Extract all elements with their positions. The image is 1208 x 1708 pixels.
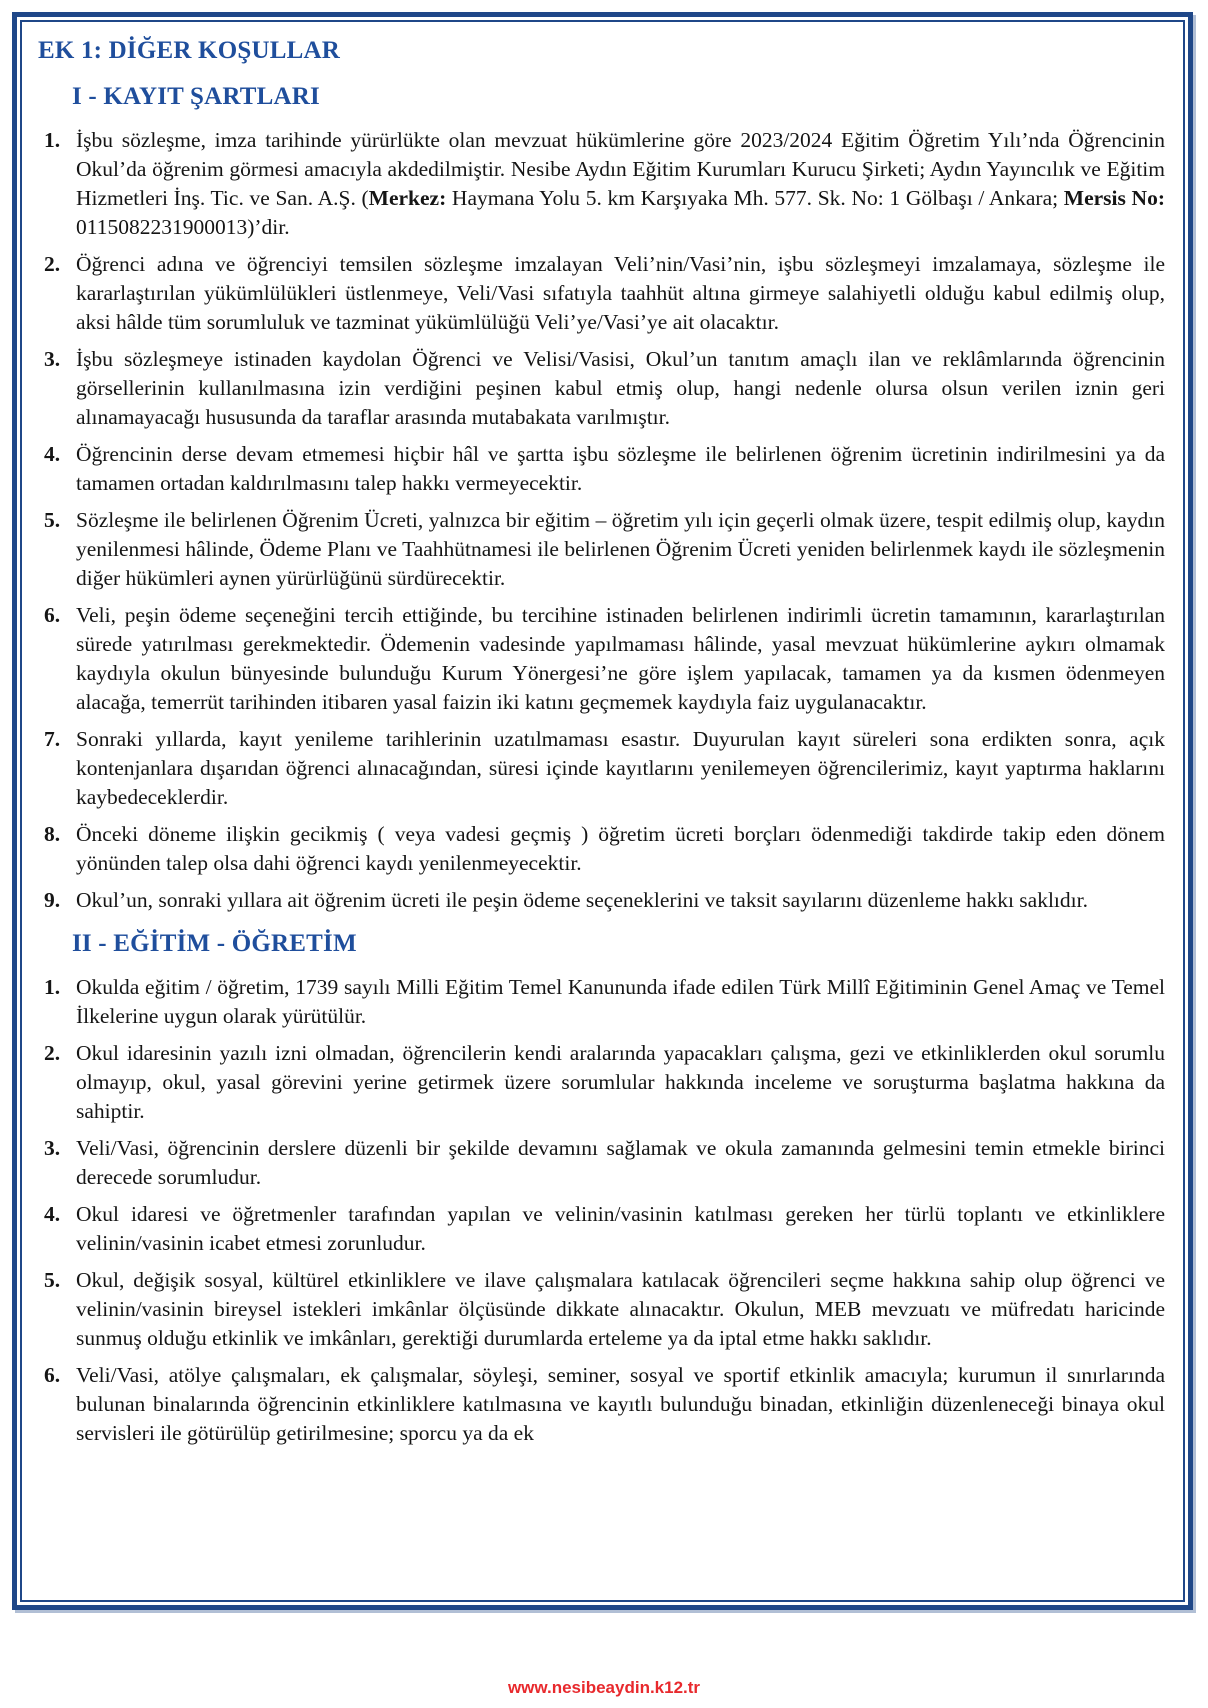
item-number: 2. xyxy=(44,252,61,276)
item-text: Okul’un, sonraki yıllara ait öğrenim ücreti ile peşin ödeme seçeneklerini ve taksit sayılarını düzenleme hakkı saklıdır. xyxy=(76,888,1088,912)
item-number: 5. xyxy=(44,1268,61,1292)
list-item xyxy=(38,440,1165,498)
item-text xyxy=(76,126,1165,242)
item-number: 5. xyxy=(44,508,61,532)
item-text: Veli, peşin ödeme seçeneğini tercih ettiğinde, bu tercihine istinaden belirlenen indirimli ücretin tamamının, kararlaştırılan sürede yatırılması gerekmektedir. Ödemenin vadesinde yapılmaması hâlinde, yasal mevzuat hükümlerine aykırı olmamak kaydıyla okulun bünyesinde bulunduğu Kurum Yönergesi’ne göre işlem yapılacak, tamamen ya da kısmen ödenmeyen alacağa, temerrüt tarihinden itibaren yasal faizin iki katını geçmemek kaydıyla faiz uygulanacaktır. xyxy=(76,603,1165,714)
item-number: 4. xyxy=(44,1202,61,1226)
list-item xyxy=(38,250,1165,337)
item-text: Veli/Vasi, öğrencinin derslere düzenli bir şekilde devamını sağlamak ve okula zamanında gelmesini temin etmekle birinci derecede sorumludur. xyxy=(76,1136,1165,1189)
item-text: Sonraki yıllarda, kayıt yenileme tarihlerinin uzatılmaması esastır. Duyurulan kayıt süreleri sona erdikten sonra, açık kontenjanlara dışarıdan öğrenci alınacağından, süresi içinde kayıtlarını yenilemeyen öğrencilerimiz, kayıt yaptırma haklarını kaybedeceklerdir. xyxy=(76,727,1165,809)
item-text: Öğrenci adına ve öğrenciyi temsilen sözleşme imzalayan Veli’nin/Vasi’nin, işbu sözleşmeyi imzalamaya, sözleşme ile kararlaştırılan yükümlülükleri üstlenmeye, Veli/Vasi sıfatıyla taahhüt altına girmeye salahiyetli olduğu kabul edilmiş olup, aksi hâlde tüm sorumluluk ve tazminat yükümlülüğü Veli’ye/Vasi’ye ait olacaktır. xyxy=(76,252,1165,334)
item-text-segment: Haymana Yolu 5. km Karşıyaka Mh. 577. Sk. No: 1 Gölbaşı / Ankara; xyxy=(446,186,1064,210)
item-number: 6. xyxy=(44,1363,61,1387)
item-number: 8. xyxy=(44,822,61,846)
list-item xyxy=(38,506,1165,593)
item-text: Okul idaresinin yazılı izni olmadan, öğrencilerin kendi aralarında yapacakları çalışma, gezi ve etkinliklerden okul sorumlu olmayıp, okul, yasal görevini yerine getirmek üzere sorumlular hakkında inceleme ve soruşturma başlatma hakkına da sahiptir. xyxy=(76,1041,1165,1123)
list-item xyxy=(38,1266,1165,1353)
item-text: Veli/Vasi, atölye çalışmaları, ek çalışmalar, söyleşi, seminer, sosyal ve sportif etkinlik amacıyla; kurumun il sınırlarında bulunan binalarında öğrencinin etkinliklere katılmasına ve kayıtlı bulunduğu binadan, etkinliğin düzenleneceği binaya okul servisleri ile götürülüp getirilmesine; sporcu ya da ek xyxy=(76,1363,1165,1445)
item-text-segment-bold: Merkez: xyxy=(368,186,447,210)
item-text: İşbu sözleşmeye istinaden kaydolan Öğrenci ve Velisi/Vasisi, Okul’un tanıtım amaçlı ilan ve reklâmlarında öğrencinin görsellerinin kullanılmasına izin verdiğini peşinen kabul etmiş olup, hangi nedenle olursa olsun verilen iznin geri alınamayacağı hususunda da taraflar arasında mutabakata varılmıştır. xyxy=(76,347,1165,429)
list-item xyxy=(38,973,1165,1031)
item-text-segment: 0115082231900013)’dir. xyxy=(76,215,290,239)
item-text: Sözleşme ile belirlenen Öğrenim Ücreti, yalnızca bir eğitim – öğretim yılı için geçerli olmak üzere, tespit edilmiş olup, kaydın yenilenmesi hâlinde, Ödeme Planı ve Taahhütnamesi ile belirlenen Öğrenim Ücreti yeniden belirlenmek kaydı ile sözleşmenin diğer hükümleri aynen yürürlüğünü sürdürecektir. xyxy=(76,508,1165,590)
item-number: 3. xyxy=(44,347,61,371)
item-text-segment: İşbu sözleşme, imza tarihinde yürürlükte olan mevzuat hükümlerine göre 2023/2024 Eğitim Öğretim Yılı’nda Öğrencinin Okul’da öğrenim görmesi amacıyla akdedilmiştir. Nesibe Aydın Eğitim Kurumları Kurucu Şirketi; Aydın Yayıncılık ve Eğitim Hizmetleri İnş. Tic. ve San. A.Ş. ( xyxy=(76,128,1165,210)
item-number: 2. xyxy=(44,1041,61,1065)
list-item xyxy=(38,345,1165,432)
section-heading-egitim-ogretim: II - EĞİTİM - ÖĞRETİM xyxy=(72,930,357,957)
list-item xyxy=(38,126,1165,242)
list-item xyxy=(38,601,1165,717)
item-text-segment-bold: Mersis No: xyxy=(1063,186,1165,210)
item-number: 4. xyxy=(44,442,61,466)
item-number: 3. xyxy=(44,1136,61,1160)
list-item xyxy=(38,1134,1165,1192)
list-item xyxy=(38,1361,1165,1448)
section-heading-kayit-sartlari: I - KAYIT ŞARTLARI xyxy=(72,83,320,110)
list-item xyxy=(38,820,1165,878)
document-content xyxy=(20,20,1185,1602)
item-number: 6. xyxy=(44,603,61,627)
list-item xyxy=(38,1039,1165,1126)
item-text: Okul, değişik sosyal, kültürel etkinliklere ve ilave çalışmalara katılacak öğrencileri seçme hakkına sahip olup öğrenci ve velinin/vasinin bireysel istekleri imkânlar ölçüsünde dikkate alınacaktır. Okulun, MEB mevzuatı ve müfredatı haricinde sunmuş olduğu etkinlik ve imkânları, gerektiği durumlarda erteleme ya da iptal etme hakkı saklıdır. xyxy=(76,1268,1165,1350)
list-item xyxy=(38,725,1165,812)
item-number: 9. xyxy=(44,888,61,912)
list-item xyxy=(38,1200,1165,1258)
item-text: Önceki döneme ilişkin gecikmiş ( veya vadesi geçmiş ) öğretim ücreti borçları ödenmediği takdirde takip eden dönem yönünden talep olsa dahi öğrenci kaydı yenilenmeyecektir. xyxy=(76,822,1165,875)
item-number: 1. xyxy=(44,975,61,999)
document-border-frame xyxy=(12,12,1193,1610)
footer-url: www.nesibeaydin.k12.tr xyxy=(507,1678,701,1697)
item-text: Okulda eğitim / öğretim, 1739 sayılı Milli Eğitim Temel Kanununda ifade edilen Türk Millî Eğitiminin Genel Amaç ve Temel İlkelerine uygun olarak yürütülür. xyxy=(76,975,1165,1028)
item-text: Okul idaresi ve öğretmenler tarafından yapılan ve velinin/vasinin katılması gereken her türlü toplantı ve etkinliklere velinin/vasinin icabet etmesi zorunludur. xyxy=(76,1202,1165,1255)
item-text: Öğrencinin derse devam etmemesi hiçbir hâl ve şartta işbu sözleşme ile belirlenen öğrenim ücretinin indirilmesini ya da tamamen ortadan kaldırılmasını talep hakkı vermeyecektir. xyxy=(76,442,1165,495)
list-item xyxy=(38,886,1165,915)
page-title: EK 1: DİĞER KOŞULLAR xyxy=(38,37,340,64)
item-number: 1. xyxy=(44,128,61,152)
item-number: 7. xyxy=(44,727,61,751)
